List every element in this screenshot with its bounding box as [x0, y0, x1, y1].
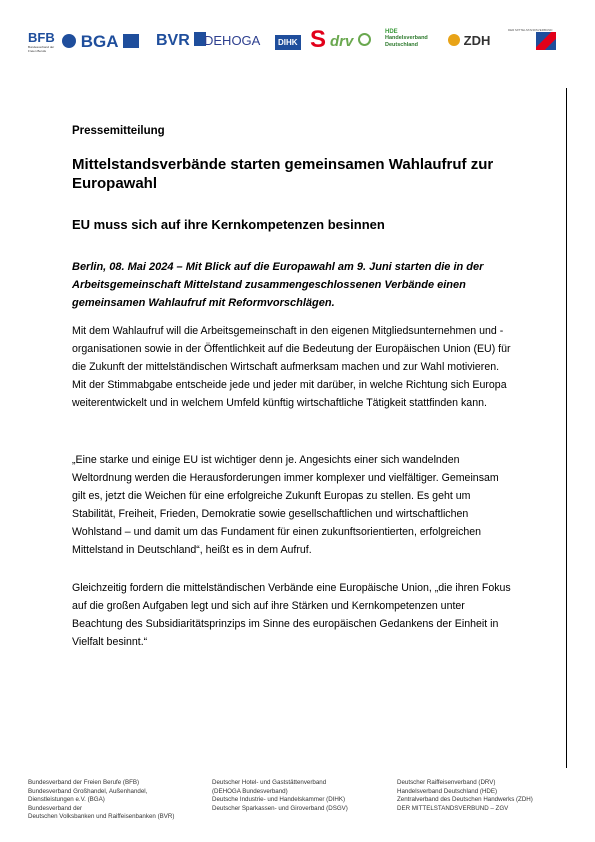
lead-paragraph: Berlin, 08. Mai 2024 – Mit Blick auf die Europawahl am 9. Juni starten die in der Arbeitsgemeinschaft Mittelstand zusammengeschlossenen Verbände einen gemeinsamen Wahlaufruf mit Reformvorschlägen. [72, 261, 484, 309]
footer-line: Deutschen Volksbanken und Raiffeisenbanken (BVR) [28, 813, 175, 821]
footer-line: Handelsverband Deutschland (HDE) [397, 787, 498, 795]
footer-column-2 [212, 779, 348, 813]
footer-line: Bundesverband der Freien Berufe (BFB) [28, 779, 140, 786]
hde-logo-text: HDE [385, 29, 398, 35]
margin-rule [566, 88, 567, 768]
drv-leaf-icon [358, 33, 371, 46]
headline: Mittelstandsverbände starten gemeinsamen Wahlaufruf zur Europawahl [72, 156, 494, 192]
footer-line: Deutscher Sparkassen- und Giroverband (DSGV) [212, 804, 348, 812]
subheadline: EU muss sich auf ihre Kernkompetenzen besinnen [72, 217, 385, 232]
sparkasse-logo-text: S [310, 26, 327, 53]
bga-logo [62, 32, 139, 52]
dehoga-logo [204, 33, 260, 48]
sparkasse-logo [310, 26, 326, 54]
logo-bar [28, 28, 568, 60]
footer-line: Zentralverband des Deutschen Handwerks (ZDH) [397, 796, 533, 804]
footer-line: Bundesverband der [28, 804, 83, 812]
mittelstandsverbund-logo-text: DER MITTELSTANDSVERBUND [508, 28, 553, 32]
bvr-logo [156, 32, 206, 50]
mittelstandsverbund-logo [508, 28, 556, 50]
bfb-logo-sub: Bundesverband der Freien Berufe [28, 45, 55, 53]
bga-circle-icon [62, 34, 76, 48]
body-paragraph-3: Gleichzeitig fordern die mittelständischen Verbände eine Europäische Union, „die ihren Fokus auf die großen Aufgaben legt und sich auf ihre Stärken und Kernkompetenzen unter Beachtung des Subsidiaritätsprinzips im Sinne des europäischen Gedankens der Einheit in Vielfalt besinnt.“ [72, 582, 511, 648]
body-paragraph-1: Mit dem Wahlaufruf will die Arbeitsgemeinschaft in den eigenen Mitgliedsunternehmen und -organisationen sowie in der Öffentlichkeit auf die Bedeutung der Europäischen Union (EU) für die Zukunft der mittelständischen Wirtschaft aufmerksam machen und zur Wahl motivieren. Mit der Stimmabgabe entscheide jede und jeder mit darüber, in welche Richtung sich Europa weiterentwickelt und in welchem Umfeld künftig wirtschaftliche Tätigkeit stattfinden kann. [72, 325, 511, 409]
footer-line: (DEHOGA Bundesverband) [212, 787, 288, 795]
bga-logo-text: BGA [80, 32, 118, 51]
hde-logo [385, 29, 429, 49]
footer-column-3 [397, 779, 533, 813]
hde-logo-sub: Handelsverband Deutschland [385, 35, 428, 48]
drv-logo [330, 33, 371, 50]
footer-column-1 [28, 779, 174, 822]
dihk-logo-text: DIHK [275, 35, 301, 50]
bvr-logo-text: BVR [156, 32, 190, 49]
bfb-logo-text: BFB [28, 30, 55, 45]
zdh-logo [448, 33, 490, 48]
document-type-label: Pressemitteilung [72, 125, 165, 137]
dihk-logo [275, 32, 301, 50]
dehoga-logo-text: DEHOGA [204, 33, 261, 48]
body-paragraph-2: „Eine starke und einige EU ist wichtiger denn je. Angesichts einer sich wandelnden Weltordnung werden die Herausforderungen immer komplexer und vielfältiger. Gemeinsam gilt es, jetzt die Weichen für eine erfolgreiche Zukunft Europas zu stellen. Es geht um Stabilität, Freiheit, Frieden, Demokratie sowie gesellschaftlichen und wirtschaftlichen Wohlstand – und damit um das Fundament für einen zukunftsorientierten, erfolgreichen Mittelstand in Deutschland“, heißt es in dem Aufruf. [72, 454, 499, 556]
zdh-logo-text: ZDH [463, 33, 491, 48]
bfb-logo [28, 30, 56, 53]
mittelstandsverbund-flag-icon [536, 32, 556, 50]
footer-line: Bundesverband Großhandel, Außenhandel, [28, 787, 148, 795]
zdh-circle-icon [448, 34, 460, 46]
bga-square-icon [123, 34, 139, 48]
footer-line: DER MITTELSTANDSVERBUND – ZGV [397, 804, 509, 812]
footer-line: Deutscher Raiffeisenverband (DRV) [397, 779, 496, 786]
footer-line: Deutscher Hotel- und Gaststättenverband [212, 779, 327, 786]
footer-line: Deutsche Industrie- und Handelskammer (DIHK) [212, 796, 346, 804]
footer-line: Dienstleistungen e.V. (BGA) [28, 796, 105, 804]
drv-logo-text: drv [330, 33, 354, 50]
